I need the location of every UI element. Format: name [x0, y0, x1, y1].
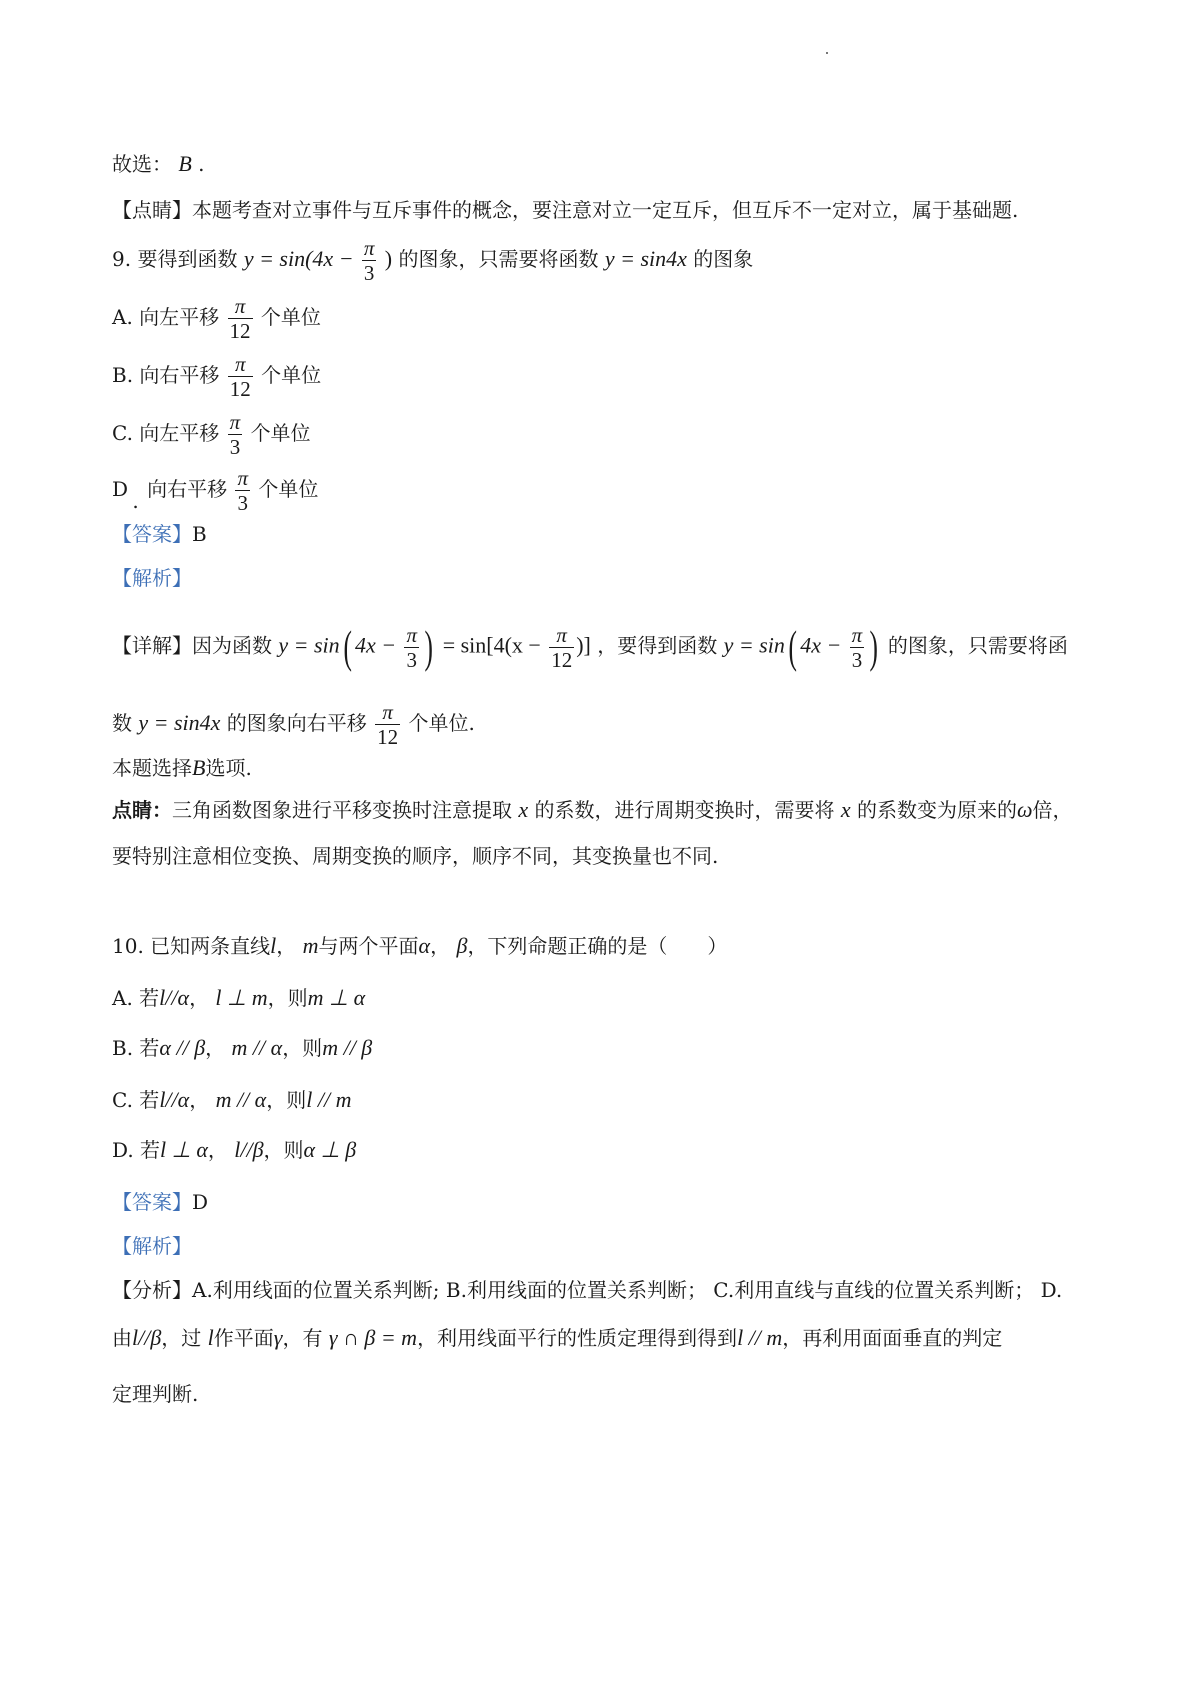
q9-option-b: B. 向右平移 $\frac{\pi}{12}$ 个单位	[112, 352, 322, 401]
q9-option-d-label: D	[112, 477, 129, 501]
q9-option-b-label: B. 向右平移	[112, 363, 220, 387]
q9-option-b-frac: $\frac{\pi}{12}$	[229, 352, 251, 401]
tip-tag: 【点睛】	[112, 198, 192, 222]
q10-answer	[112, 1188, 208, 1216]
q9-frac-pi-3: $\frac{\pi}{3}$	[363, 236, 375, 285]
q9-option-d-frac: $\frac{\pi}{3}$	[237, 466, 249, 515]
q10-fenxi-line2: 由l//β，过 l作平面γ，有 γ ∩ β = m，利用线面平行的性质定理得到得到l // m，再利用面面垂直的判定	[112, 1325, 1003, 1350]
q9-analysis-tag: 【解析】	[112, 566, 192, 590]
q9-option-c-label: C. 向左平移	[112, 421, 220, 445]
q9-answer	[112, 520, 207, 548]
q9-fn2: y = sin4x	[604, 246, 687, 271]
q9-tip-tag: 点睛：	[112, 798, 172, 822]
choice-var: B	[178, 151, 192, 176]
q10-fenxi-line1: 【分析】A.利用线面的位置关系判断; B.利用线面的位置关系判断； C.利用直线与直线的位置关系判断； D.	[112, 1278, 1063, 1302]
q9-detail-frac4: $\frac{\pi}{12}$	[377, 700, 399, 749]
q9-detail-frac2: $\frac{\pi}{12}$	[551, 622, 573, 672]
q9-stem-a: 9. 要得到函数	[112, 247, 238, 271]
q10-answer-tag: 【答案】	[112, 1190, 192, 1214]
q9-choose: 本题选择B选项.	[112, 755, 252, 780]
q9-option-a-frac: $\frac{\pi}{12}$	[229, 294, 251, 343]
q9-option-d: D . 向右平移 $\frac{\pi}{3}$ 个单位	[112, 466, 319, 515]
q9-stem-c: 的图象	[693, 247, 754, 271]
q10-answer-value: D	[192, 1190, 209, 1214]
q9-stem	[112, 236, 753, 285]
q9-tip-line1: 点睛：三角函数图象进行平移变换时注意提取 x 的系数，进行周期变换时，需要将 x 的系数变为原来的ω倍，	[112, 797, 1073, 822]
q9-fn1a: y = sin(4x −	[243, 246, 354, 271]
q10-option-a: A. 若l//α， l ⊥ m，则m ⊥ α	[112, 985, 366, 1010]
q9-option-d-text: 向右平移	[147, 477, 228, 501]
q10-option-d: D. 若l ⊥ α， l//β，则α ⊥ β	[112, 1137, 357, 1162]
q9-option-a-label: A. 向左平移	[112, 305, 220, 329]
q10-analysis-tag: 【解析】	[112, 1234, 192, 1258]
q9-detail-line1: 【详解】因为函数 y = sin( 4x − $\frac{\pi}{3}$ ) = sin[4(x − $\frac{\pi}{12}$ )] ，要得到函数 y = sin( 4x − $\frac{\pi}{3}$ ) 的图象，只需要将函	[112, 621, 1068, 672]
q9-stem-b: 的图象，只需要将函数	[398, 247, 599, 271]
tip-text: 本题考查对立事件与互斥事件的概念，要注意对立一定互斥，但互斥不一定对立，属于基础题.	[192, 198, 1019, 222]
q9-detail-frac3: $\frac{\pi}{3}$	[851, 622, 863, 672]
q10-fenxi-tag: 【分析】	[112, 1278, 192, 1302]
q9-fn1b: )	[384, 246, 393, 271]
q9-detail-tag: 【详解】	[112, 633, 192, 658]
q10-stem: 10. 已知两条直线l， m与两个平面α， β，下列命题正确的是（ ）	[112, 933, 728, 958]
q9-option-c: C. 向左平移 $\frac{\pi}{3}$ 个单位	[112, 410, 311, 459]
q9-detail-frac1: $\frac{\pi}{3}$	[406, 622, 417, 672]
choice-end: .	[198, 152, 205, 176]
q9-option-c-frac: $\frac{\pi}{3}$	[229, 410, 241, 459]
q9-tip-line2: 要特别注意相位变换、周期变换的顺序，顺序不同，其变换量也不同.	[112, 844, 719, 868]
tip-line	[112, 196, 1018, 224]
q9-detail-line2: 数 y = sin4x 的图象向右平移 $\frac{\pi}{12}$ 个单位.	[112, 700, 475, 749]
q10-option-b: B. 若α // β， m // α，则m // β	[112, 1035, 373, 1060]
q9-option-a: A. 向左平移 $\frac{\pi}{12}$ 个单位	[112, 294, 321, 343]
q10-fenxi-line3: 定理判断.	[112, 1382, 199, 1406]
q9-answer-value: B	[192, 522, 207, 546]
choice-label: 故选：	[112, 152, 172, 176]
q10-option-c: C. 若l//α， m // α，则l // m	[112, 1087, 352, 1112]
stray-dot	[826, 52, 828, 54]
q9-answer-tag: 【答案】	[112, 522, 192, 546]
choice-line	[112, 150, 205, 178]
